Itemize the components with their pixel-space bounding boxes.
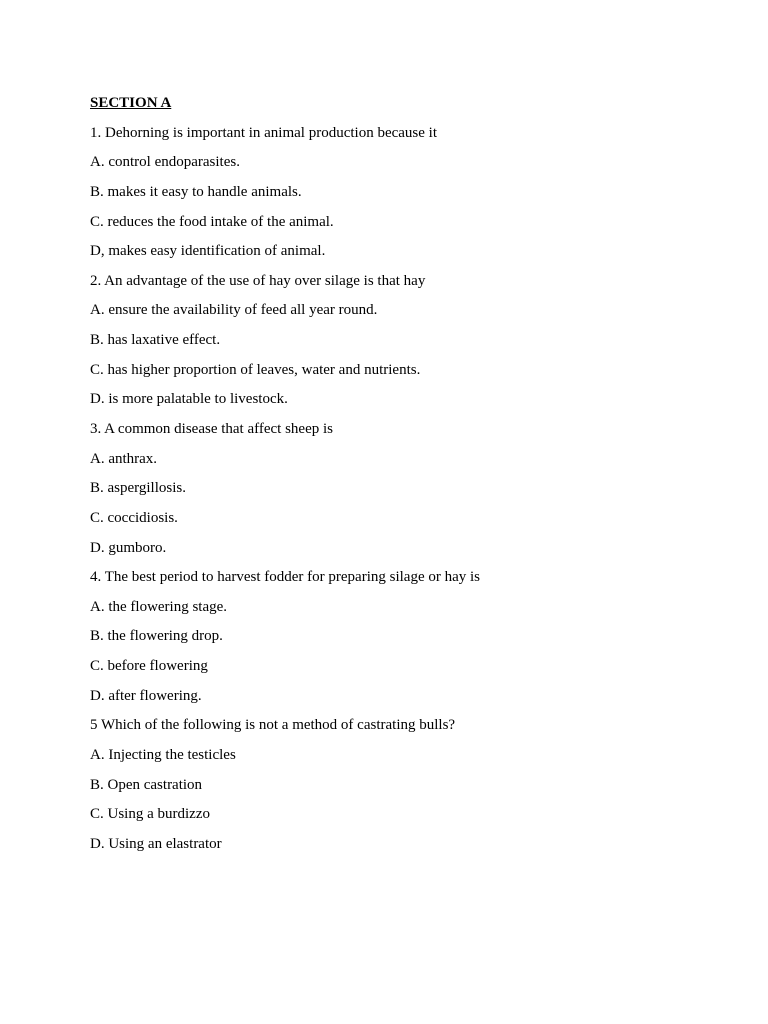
option-a: A. anthrax. [90,450,158,467]
option-c: C. reduces the food intake of the animal. [90,213,334,230]
option-d: D. gumboro. [90,539,167,556]
question-stem: 5 Which of the following is not a method of castrating bulls? [90,717,456,734]
option-c: C. coccidiosis. [90,509,178,526]
option-c: C. Using a burdizzo [90,806,210,823]
option-c: C. before flowering [90,658,208,675]
option-b: B. the flowering drop. [90,628,223,645]
question-stem: 3. A common disease that affect sheep is [90,421,333,437]
option-a: A. control endoparasites. [90,154,240,171]
option-d: D, makes easy identification of animal. [90,243,326,260]
question-stem: 2. An advantage of the use of hay over silage is that hay [90,272,426,289]
document-page [90,93,690,864]
question-3 [90,419,690,558]
option-d: D. Using an elastrator [90,835,222,852]
question-4 [90,567,690,706]
option-c: C. has higher proportion of leaves, water and nutrients. [90,361,421,378]
option-a: A. ensure the availability of feed all year round. [90,302,378,319]
option-d: D. is more palatable to livestock. [90,391,288,408]
option-b: B. Open castration [90,776,203,793]
question-stem: 1. Dehorning is important in animal production because it [90,124,438,141]
option-a: A. Injecting the testicles [90,747,236,764]
section-title: SECTION A [90,95,172,111]
question-5 [90,715,690,854]
question-stem: 4. The best period to harvest fodder for preparing silage or hay is [90,569,481,586]
option-d: D. after flowering. [90,687,202,704]
option-b: B. has laxative effect. [90,332,221,349]
question-1 [90,123,690,262]
question-2 [90,271,690,410]
option-a: A. the flowering stage. [90,598,228,615]
option-b: B. aspergillosis. [90,480,186,497]
option-b: B. makes it easy to handle animals. [90,183,302,200]
